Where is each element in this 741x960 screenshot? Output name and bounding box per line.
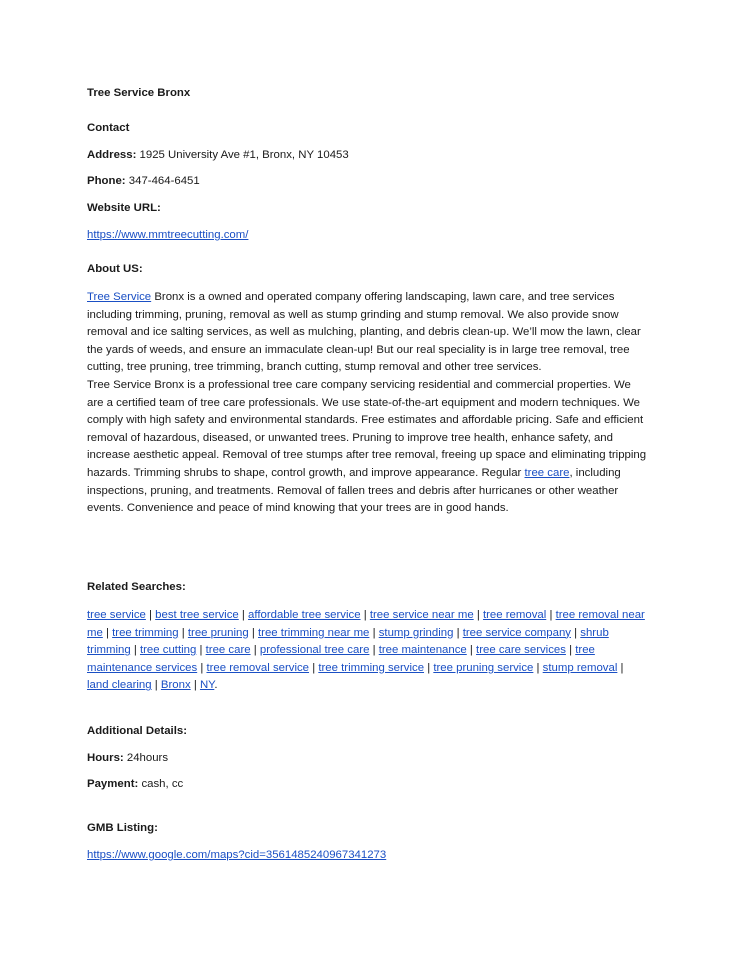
related-search-link[interactable]: tree removal near me [87,609,645,639]
related-search-link[interactable]: tree service [87,609,146,621]
website-label: Website URL: [87,202,161,214]
link-separator: | [196,644,206,657]
link-separator: | [102,626,113,639]
gmb-heading: GMB Listing: [87,822,158,834]
about-heading: About US: [87,263,143,275]
phone-line [87,175,647,187]
related-search-link[interactable]: tree trimming near me [257,626,370,639]
link-separator: | [565,644,576,657]
about-p2-text-a: Tree Service Bronx is a professional tree care company servicing residential and commercial properties. We are a certified team of tree care professionals. We use state-of-the-art equipment and modern techniques. We comply with high safety and environmental standards. Free estimates and affordable pricing. Safe and efficient removal of hazardous, diseased, or unwanted trees. Pruning to improve tree health, enhance safety, and increase aesthetic appeal. Removal of tree stumps after tree removal, freeing up space and eliminating tripping hazards. Trimming shrubs to shape, control growth, and improve appearance. Regular [87,378,647,479]
link-separator: | [190,679,200,692]
related-search-link[interactable]: tree maintenance [378,644,467,657]
related-search-link[interactable]: best tree service [155,609,239,621]
related-search-link[interactable]: tree care [205,644,251,657]
website-link[interactable]: https://www.mmtreecutting.com/ [87,229,249,241]
phone-value: 347-464-6451 [125,175,200,187]
related-heading: Related Searches: [87,581,186,593]
related-search-link[interactable]: land clearing [87,679,152,692]
phone-label: Phone: [87,175,126,187]
related-search-link[interactable]: professional tree care [259,644,370,657]
related-search-link[interactable]: tree removal service [206,661,310,674]
link-separator: | [151,679,161,692]
link-separator: | [466,644,477,657]
address-value: 1925 University Ave #1, Bronx, NY 10453 [136,149,349,161]
link-separator: | [360,609,370,621]
related-links [87,607,647,695]
link-separator: | [248,626,258,639]
related-search-link[interactable]: Bronx [160,679,191,692]
about-paragraph-2 [87,377,647,518]
link-separator: | [369,626,379,639]
related-search-link[interactable]: NY [199,679,215,692]
doc-title: Tree Service Bronx [87,87,191,99]
related-search-link[interactable]: tree trimming service [318,661,425,674]
related-search-link[interactable]: tree service near me [369,609,474,621]
link-separator: | [130,644,140,657]
link-separator: | [238,609,249,621]
contact-heading: Contact [87,122,130,134]
address-label: Address: [87,149,137,161]
link-separator: | [250,644,260,657]
hours-label: Hours: [87,752,124,764]
link-separator: | [424,661,434,674]
link-separator: | [145,609,156,621]
link-separator: | [473,609,483,621]
about-body [87,289,647,518]
hours-value: 24hours [123,752,169,764]
related-search-link[interactable]: tree pruning [187,626,249,639]
link-separator: | [546,609,556,621]
about-paragraph-1 [87,289,647,377]
payment-line [87,778,647,790]
additional-heading: Additional Details: [87,725,187,737]
link-separator: | [309,661,319,674]
payment-label: Payment: [87,778,139,790]
gmb-link[interactable]: https://www.google.com/maps?cid=3561485240967341273 [87,849,387,861]
tree-service-link[interactable]: Tree Service [87,291,152,303]
link-separator: | [533,661,543,674]
related-search-link[interactable]: tree service company [462,626,571,639]
gmb-line [87,849,647,861]
link-separator: | [453,626,463,639]
link-separator: | [178,626,188,639]
related-search-link[interactable]: tree care services [476,644,566,657]
related-search-link[interactable]: tree pruning service [433,661,534,674]
related-search-link[interactable]: tree cutting [139,644,197,657]
related-search-link[interactable]: tree maintenance services [87,644,595,674]
hours-line [87,752,647,764]
website-line [87,229,647,241]
about-p2-text-b: , including inspections, pruning, and treatments. Removal of fallen trees and debris after hurricanes or other weather events. Convenience and peace of mind knowing that your trees are in good hands. [87,466,621,515]
link-separator: | [369,644,379,657]
payment-value: cash, cc [138,778,184,790]
related-search-link[interactable]: tree trimming [112,626,179,639]
related-end-period: . [214,679,218,692]
link-separator: | [570,626,581,639]
related-search-link[interactable]: tree removal [482,609,547,621]
related-search-link[interactable]: affordable tree service [248,609,361,621]
address-line [87,149,647,161]
link-separator: | [197,661,207,674]
related-search-link[interactable]: stump removal [542,661,618,674]
link-separator: | [617,661,624,674]
about-p1-text: Bronx is a owned and operated company offering landscaping, lawn care, and tree services including trimming, pruning, removal as well as stump grinding and stump removal. We also provide snow removal and ice salting services, as well as mulching, planting, and debris clean-up. We’ll mow the lawn, clear the yards of weeds, and ensure an immaculate clean-up! But our real speciality is in large tree removal, tree cutting, tree pruning, tree trimming, branch cutting, stump removal and other tree services. [87,291,641,374]
related-search-link[interactable]: stump grinding [378,626,454,639]
tree-care-link[interactable]: tree care [524,466,570,479]
related-search-link[interactable]: shrub trimming [87,626,609,657]
